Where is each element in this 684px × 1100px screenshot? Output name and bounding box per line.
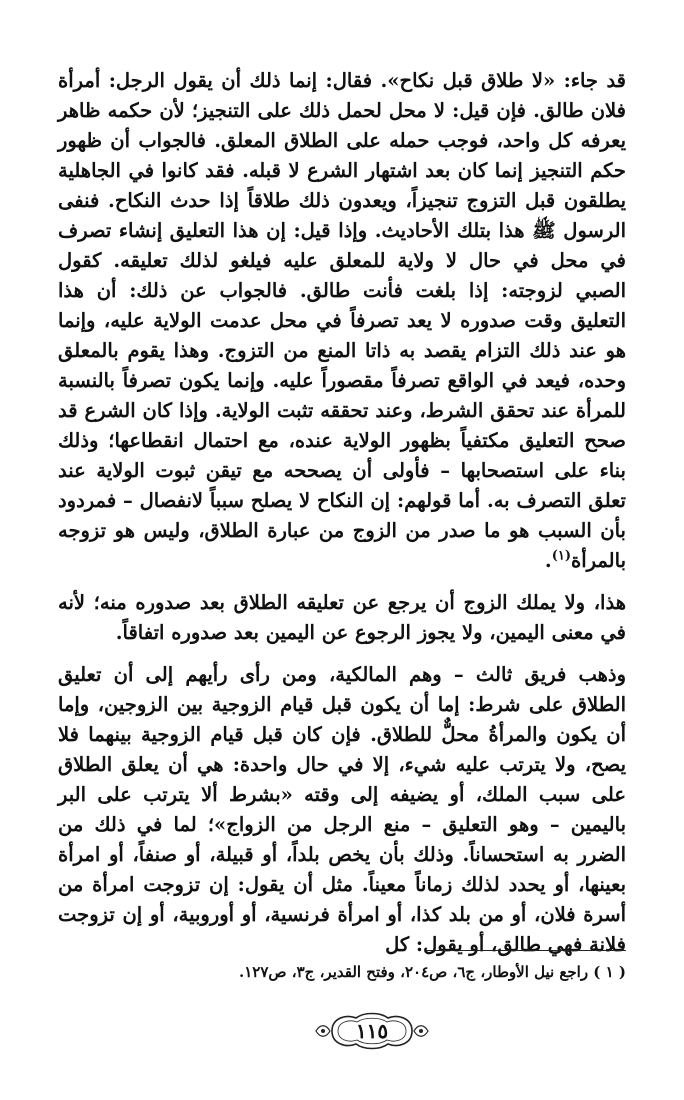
paragraph-1 xyxy=(58,66,626,576)
paragraph-2 xyxy=(58,588,626,648)
paragraph-1-tail: . xyxy=(544,549,552,572)
paragraph-3-text: وذهب فريق ثالث – وهم المالكية، ومن رأى رأيهم إلى أن تعليق الطلاق على شرط: إما أن يكون قبل قيام الزوجية بين الزوجين، وإما أن يكون والمرأةُ محلٌّ للطلاق. فإن كان قبل قيام الزوجية بينهما فلا يصح، ولا يترتب عليه شيء، إلا في حال واحدة: هي أن يعلق الطلاق على سبب الملك، أو يضيفه إلى وقته «بشرط ألا يترتب على البر باليمين – وهو التعليق – منع الرجل من الزواج»؛ لما في ذلك من الضرر به استحساناً. وذلك بأن يخص بلداً، أو قبيلة، أو صنفاً، أو امرأة بعينها، أو يحدد لذلك زماناً معيناً. مثل أن يقول: إن تزوجت امرأة من أسرة فلان، أو من بلد كذا، أو امرأة فرنسية، أو أوروبية، أو إن تزوجت فلانة فهي طالق، أو يقول: كل xyxy=(58,663,626,956)
paragraph-2-text: هذا، ولا يملك الزوج أن يرجع عن تعليقه الطلاق بعد صدوره منه؛ لأنه في معنى اليمين، ولا يجوز الرجوع عن اليمين بعد صدوره اتفاقاً. xyxy=(58,591,626,644)
page-body xyxy=(58,66,626,960)
paragraph-1-text: قد جاء: «لا طلاق قبل نكاح». فقال: إنما ذلك أن يقول الرجل: أمرأة فلان طالق. فإن قيل: لا محل لحمل ذلك على التنجيز؛ لأن حكمه ظاهر يعرفه كل واحد، فوجب حمله على الطلاق المعلق. فالجواب أن ظهور حكم التنجيز إنما كان بعد اشتهار الشرع لا قبله. فقد كانوا في الجاهلية يطلقون قبل التزوج تنجيزاً، ويعدون ذلك طلاقاً إذا حدث النكاح. فنفى الرسول ﷺ هذا بتلك الأحاديث. وإذا قيل: إن هذا التعليق إنشاء تصرف في محل في حال لا ولاية للمعلق عليه فيلغو لذلك تعليقه. كقول الصبي لزوجته: إذا بلغت فأنت طالق. فالجواب عن ذلك: أن هذا التعليق وقت صدوره لا يعد تصرفاً في محل عدمت الولاية عليه، وإنما هو عند ذلك التزام يقصد به ذاتا المنع من التزوج. وهذا يقوم بالمعلق وحده، فيعد في الواقع تصرفاً مقصوراً عليه. وإنما يكون تصرفاً بالنسبة للمرأة عند تحقق الشرط، وعند تحققه تثبت الولاية. وإذا كان الشرع قد صحح التعليق مكتفياً بظهور الولاية عنده، مع احتمال انقطاعها؛ وذلك بناء على استصحابها – فأولى أن يصححه مع تيقن ثبوت الولاية عند تعلق التصرف به. أما قولهم: إن النكاح لا يصلح سبباً لانفصال – فمردود بأن السبب هو ما صدر من الزوج من عبارة الطلاق، وليس هو تزوجه بالمرأة xyxy=(58,69,626,572)
footnote: ( ١ ) راجع نيل الأوطار، ج٦، ص٢٠٤، وفتح القدير، ج٣، ص١٢٧. xyxy=(239,963,626,981)
footnote-divider xyxy=(426,950,626,951)
footnote-reference[interactable]: (١) xyxy=(551,548,572,564)
page-number-ornament xyxy=(312,1010,432,1052)
paragraph-3 xyxy=(58,660,626,960)
page-number: ١١٥ xyxy=(355,1019,389,1043)
